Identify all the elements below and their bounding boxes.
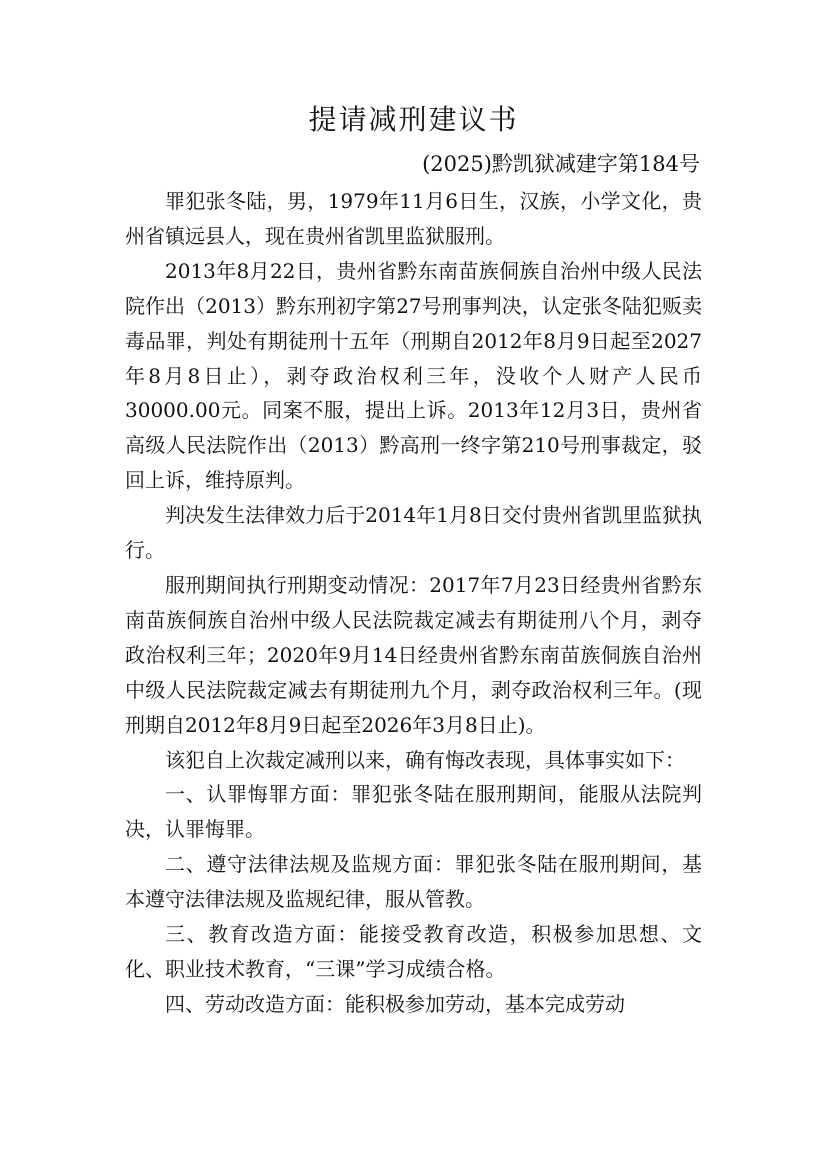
paragraph-law-compliance: 二、遵守法律法规及监规方面：罪犯张冬陆在服刑期间，基本遵守法律法规及监规纪律，服从管教。 <box>125 852 702 912</box>
paragraph-sentence-changes: 服刑期间执行刑期变动情况：2017年7月23日经贵州省黔东南苗族侗族自治州中级人民法院裁定减去有期徒刑八个月，剥夺政治权利三年；2020年9月14日经贵州省黔东南苗族侗族自治州中级人民法院裁定减去有期徒刑九个月，剥夺政治权利三年。(现刑期自2012年8月9日起至2026年3月8日止)。 <box>125 572 702 737</box>
paragraph-execution: 判决发生法律效力后于2014年1月8日交付贵州省凯里监狱执行。 <box>125 503 702 563</box>
paragraph-judgment: 2013年8月22日，贵州省黔东南苗族侗族自治州中级人民法院作出（2013）黔东刑初字第27号刑事判决，认定张冬陆犯贩卖毒品罪，判处有期徒刑十五年（刑期自2012年8月9日起至2027年8月8日止），剥夺政治权利三年，没收个人财产人民币30000.00元。同案不服，提出上诉。2013年12月3日，贵州省高级人民法院作出（2013）黔高刑一终字第210号刑事裁定，驳回上诉，维持原判。 <box>125 258 702 493</box>
paragraph-education: 三、教育改造方面：能接受教育改造，积极参加思想、文化、职业技术教育，“三课”学习成绩合格。 <box>125 922 702 981</box>
document-body <box>125 184 702 1022</box>
paragraph-basic-info: 罪犯张冬陆，男，1979年11月6日生，汉族，小学文化，贵州省镇远县人，现在贵州省凯里监狱服刑。 <box>125 189 702 248</box>
paragraph-repentance: 一、认罪悔罪方面：罪犯张冬陆在服刑期间，能服从法院判决，认罪悔罪。 <box>125 782 702 842</box>
document-title: 提请减刑建议书 <box>308 103 519 136</box>
document-number: (2025)黔凯狱减建字第184号 <box>422 152 700 176</box>
paragraph-facts-intro: 该犯自上次裁定减刑以来，确有悔改表现，具体事实如下： <box>165 747 685 772</box>
paragraph-labor: 四、劳动改造方面：能积极参加劳动，基本完成劳动 <box>165 991 625 1016</box>
